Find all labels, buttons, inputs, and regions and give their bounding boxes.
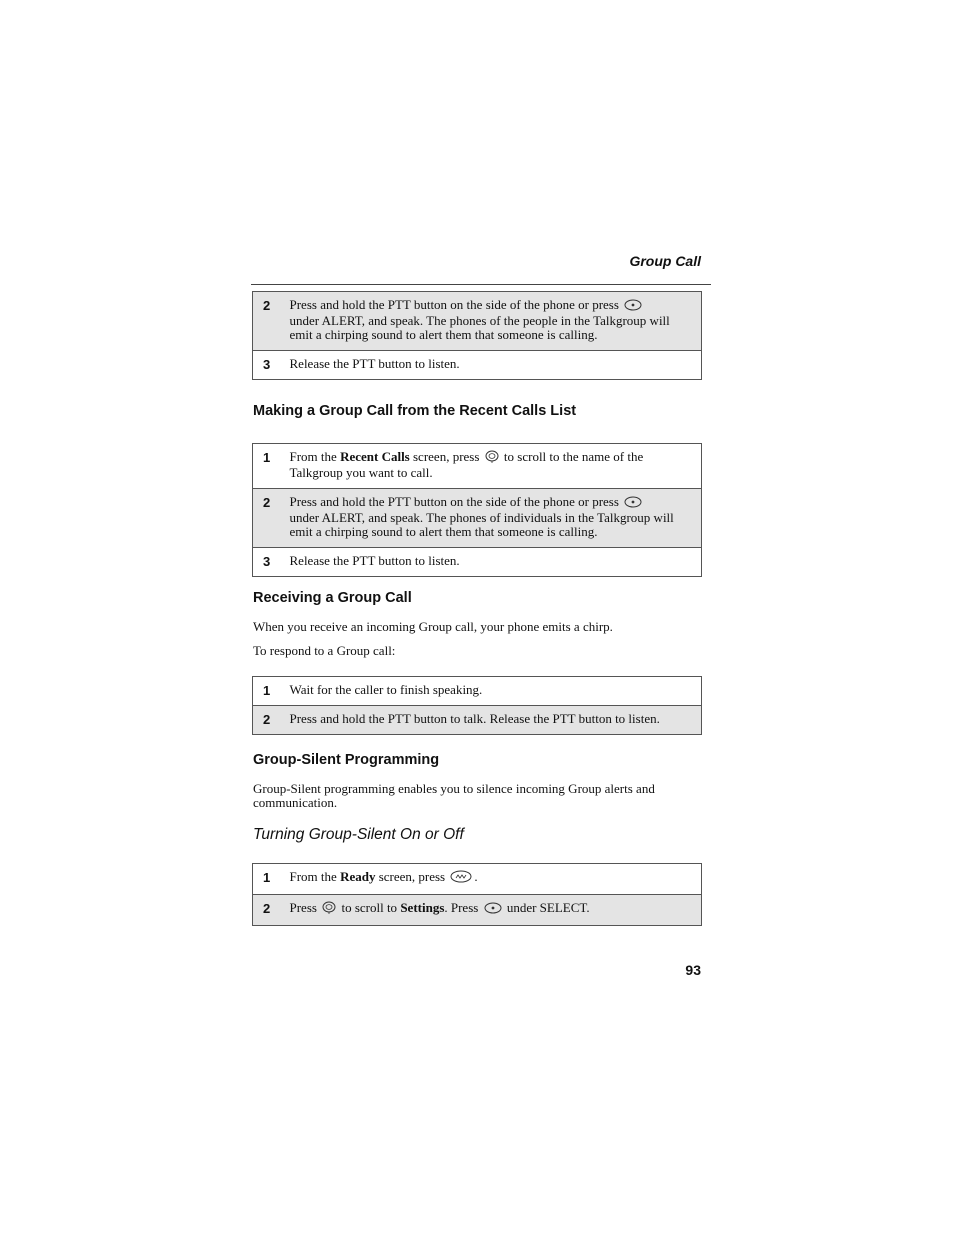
step-text: Press to scroll to Settings. Press under SELECT.	[290, 895, 702, 926]
step-number: 2	[253, 706, 290, 735]
table-row	[253, 706, 702, 735]
step-text: From the Ready screen, press .	[290, 864, 702, 895]
steps-table-ptt	[252, 291, 702, 380]
table-row	[253, 489, 702, 548]
header-rule	[251, 284, 711, 285]
step-number: 1	[253, 677, 290, 706]
softkey-icon	[624, 496, 642, 511]
step-text: Press and hold the PTT button on the side of the phone or press under ALERT, and speak. The phones of the people in the Talkgroup will emit a chirping sound to alert them that someone is calling.	[290, 292, 702, 351]
step-text: Press and hold the PTT button to talk. Release the PTT button to listen.	[290, 706, 702, 735]
page-number: 93	[685, 962, 701, 978]
softkey-icon	[484, 902, 502, 917]
step-number: 2	[253, 895, 290, 926]
steps-table-recent-calls	[252, 443, 702, 577]
table-row	[253, 895, 702, 926]
section-heading-recent-calls: Making a Group Call from the Recent Calls List	[253, 403, 577, 419]
nav-key-icon	[322, 901, 336, 917]
subsection-heading: Turning Group-Silent On or Off	[253, 826, 464, 843]
step-number: 3	[253, 351, 290, 380]
table-row	[253, 351, 702, 380]
step-text: Wait for the caller to finish speaking.	[290, 677, 702, 706]
table-row	[253, 548, 702, 577]
paragraph: When you receive an incoming Group call, your phone emits a chirp.	[253, 619, 613, 634]
menu-key-icon	[450, 870, 472, 886]
running-header: Group Call	[629, 253, 701, 269]
paragraph: To respond to a Group call:	[253, 643, 396, 658]
steps-table-group-silent	[252, 863, 702, 926]
softkey-icon	[624, 299, 642, 314]
step-text: Release the PTT button to listen.	[290, 351, 702, 380]
section-heading-receiving: Receiving a Group Call	[253, 590, 412, 606]
step-text: Press and hold the PTT button on the side of the phone or press under ALERT, and speak. The phones of individuals in the Talkgroup will emit a chirping sound to alert them that someone is calling.	[290, 489, 702, 548]
step-number: 3	[253, 548, 290, 577]
step-number: 2	[253, 489, 290, 548]
table-row	[253, 677, 702, 706]
nav-key-icon	[485, 450, 499, 466]
step-number: 1	[253, 864, 290, 895]
section-heading-group-silent: Group-Silent Programming	[253, 752, 440, 768]
step-number: 1	[253, 444, 290, 489]
step-text: Release the PTT button to listen.	[290, 548, 702, 577]
paragraph: Group-Silent programming enables you to silence incoming Group alerts and communication.	[253, 781, 655, 810]
table-row	[253, 292, 702, 351]
step-text: From the Recent Calls screen, press to scroll to the name of the Talkgroup you want to call.	[290, 444, 702, 489]
table-row	[253, 864, 702, 895]
table-row	[253, 444, 702, 489]
steps-table-receiving	[252, 676, 702, 735]
step-number: 2	[253, 292, 290, 351]
